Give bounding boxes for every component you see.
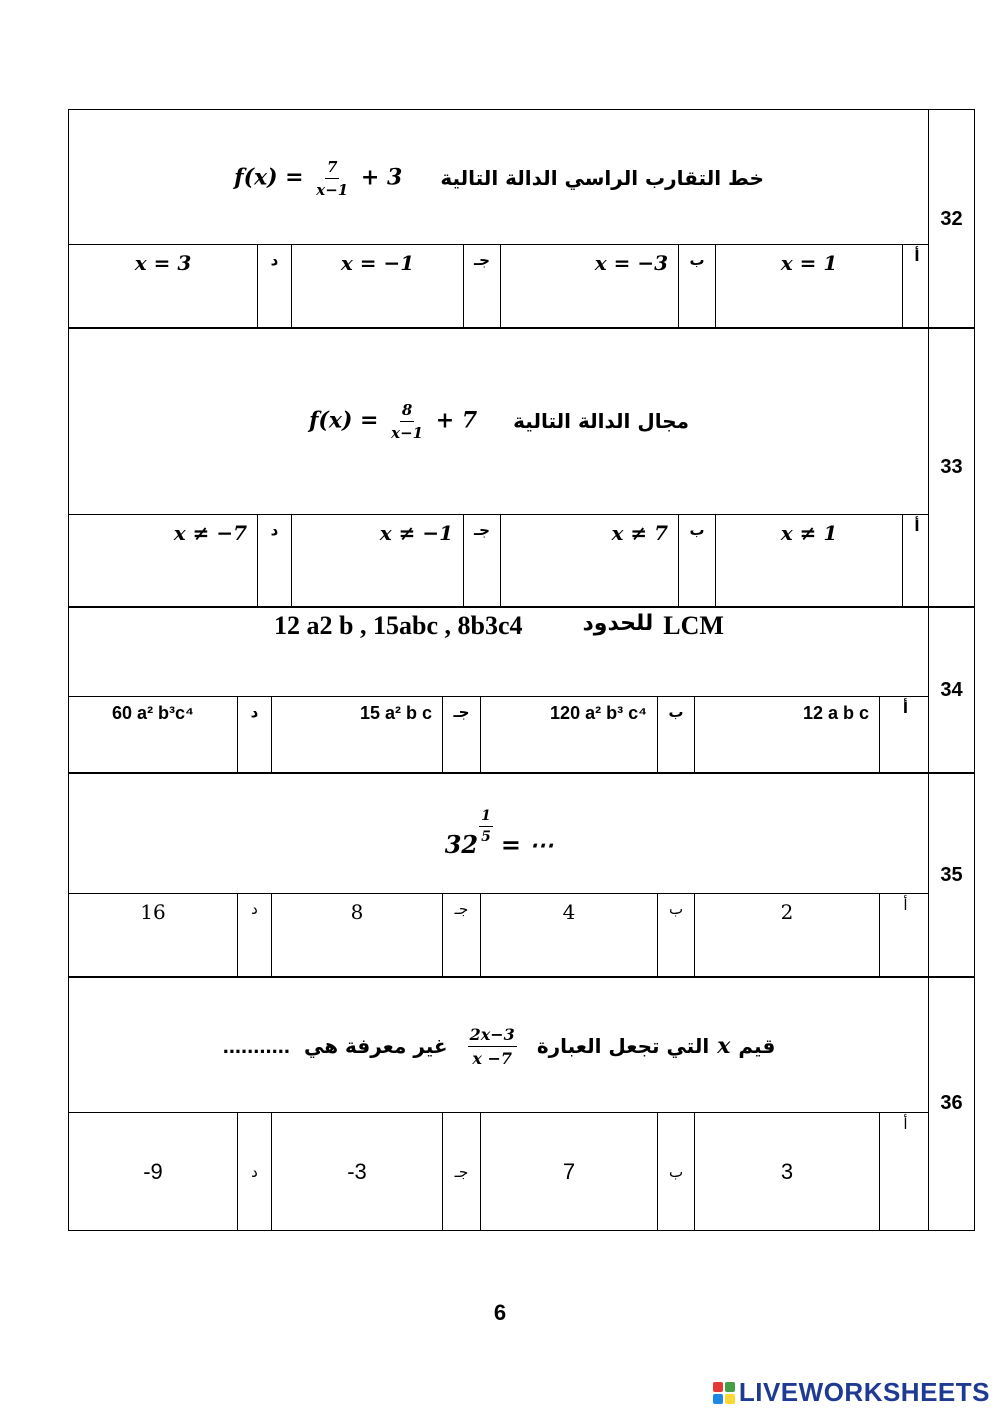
option-d-value[interactable]: -9 xyxy=(143,1158,163,1184)
options-row xyxy=(69,244,929,328)
option-c-label: جـ xyxy=(463,245,500,328)
brand-icon-tile xyxy=(713,1394,723,1404)
option-c-label: جـ xyxy=(463,515,500,607)
option-c-label: جـ xyxy=(442,697,480,773)
brand-icon xyxy=(713,1382,735,1404)
option-d-value[interactable]: 16 xyxy=(140,900,166,924)
option-a-label: أ xyxy=(902,245,931,328)
stem-variable: x xyxy=(717,1033,731,1059)
stem-text-1: قيم xyxy=(738,1034,776,1058)
options-row xyxy=(69,893,929,977)
option-b-value[interactable]: x = −3 xyxy=(500,245,678,328)
option-b-value[interactable]: x ≠ 7 xyxy=(500,515,678,607)
question-34 xyxy=(68,606,975,774)
option-a-value[interactable]: x ≠ 1 xyxy=(715,515,902,607)
question-stem xyxy=(69,110,929,246)
option-d-label: د xyxy=(257,515,291,607)
stem-text-3: غير معرفة هي xyxy=(303,1034,448,1058)
question-number: 33 xyxy=(928,328,974,607)
brand-name: LIVEWORKSHEETS xyxy=(738,1377,990,1407)
page-number: 6 xyxy=(493,1300,507,1325)
option-b-label: ب xyxy=(657,1113,694,1230)
expression-fraction: $\frac{2x-3}{x -7}$ xyxy=(469,1024,515,1068)
question-number: 34 xyxy=(928,607,974,773)
stem-text: مجال الدالة التالية xyxy=(513,409,690,433)
brand-icon-tile xyxy=(713,1382,723,1392)
power-expression: 32 $\frac{1}{5}$ = ⋯ xyxy=(444,807,554,859)
question-33 xyxy=(68,327,975,608)
options-row xyxy=(69,514,929,607)
option-d-value[interactable]: 60 a² b³c⁴ xyxy=(112,703,194,723)
question-number: 35 xyxy=(928,773,974,977)
question-stem xyxy=(69,328,929,514)
option-c-value[interactable]: -3 xyxy=(271,1113,442,1230)
option-b-label: ب xyxy=(657,894,694,977)
stem-text-2: التي تجعل العبارة xyxy=(536,1034,710,1058)
option-c-value[interactable]: x = −1 xyxy=(291,245,463,328)
brand-icon-tile xyxy=(725,1382,735,1392)
option-a-value[interactable]: x = 1 xyxy=(715,245,902,328)
option-d-label: د xyxy=(237,1113,271,1230)
stem-dots: ........... xyxy=(222,1033,290,1058)
option-c-value[interactable]: 15 a² b c xyxy=(271,697,442,773)
option-a-label: أ xyxy=(879,1113,931,1230)
option-c-value[interactable]: 8 xyxy=(271,894,442,977)
option-b-label: ب xyxy=(657,697,694,773)
option-a-label: أ xyxy=(879,697,931,773)
stem-text: للحدود xyxy=(582,611,654,636)
question-stem xyxy=(69,977,929,1115)
option-b-value[interactable]: 120 a² b³ c⁴ xyxy=(480,697,657,773)
option-d-value[interactable]: x = 3 xyxy=(134,251,192,275)
option-d-value[interactable]: x ≠ −7 xyxy=(173,521,247,545)
question-number: 36 xyxy=(928,977,974,1230)
question-stem xyxy=(69,773,929,893)
option-d-label: د xyxy=(257,245,291,328)
brand-logo xyxy=(713,1377,990,1408)
option-c-value[interactable]: x ≠ −1 xyxy=(291,515,463,607)
function-expression: f(x) = $\frac{7}{x-1}$ + 3 xyxy=(234,157,403,199)
option-b-value[interactable]: 4 xyxy=(480,894,657,977)
option-b-label: ب xyxy=(678,515,715,607)
function-expression: f(x) = $\frac{8}{x-1}$ + 7 xyxy=(308,400,478,442)
option-c-label: جـ xyxy=(442,1113,480,1230)
option-a-value[interactable]: 3 xyxy=(694,1113,879,1230)
option-a-label: أ xyxy=(902,515,931,607)
question-35 xyxy=(68,772,975,978)
option-a-value[interactable]: 2 xyxy=(694,894,879,977)
options-row xyxy=(69,696,929,773)
option-d-label: د xyxy=(237,697,271,773)
stem-terms: 12 a2 b , 15abc , 8b3c4 xyxy=(274,611,523,640)
question-number: 32 xyxy=(928,110,974,328)
option-c-label: جـ xyxy=(442,894,480,977)
stem-lcm: LCM xyxy=(663,611,724,640)
question-32 xyxy=(68,109,975,329)
option-a-label: أ xyxy=(879,894,931,977)
options-row xyxy=(69,1112,929,1230)
stem-text: خط التقارب الراسي الدالة التالية xyxy=(440,166,764,190)
option-b-label: ب xyxy=(678,245,715,328)
option-d-label: د xyxy=(237,894,271,977)
option-b-value[interactable]: 7 xyxy=(480,1113,657,1230)
brand-icon-tile xyxy=(725,1394,735,1404)
option-a-value[interactable]: 12 a b c xyxy=(694,697,879,773)
question-stem xyxy=(69,607,929,697)
question-36 xyxy=(68,976,975,1231)
